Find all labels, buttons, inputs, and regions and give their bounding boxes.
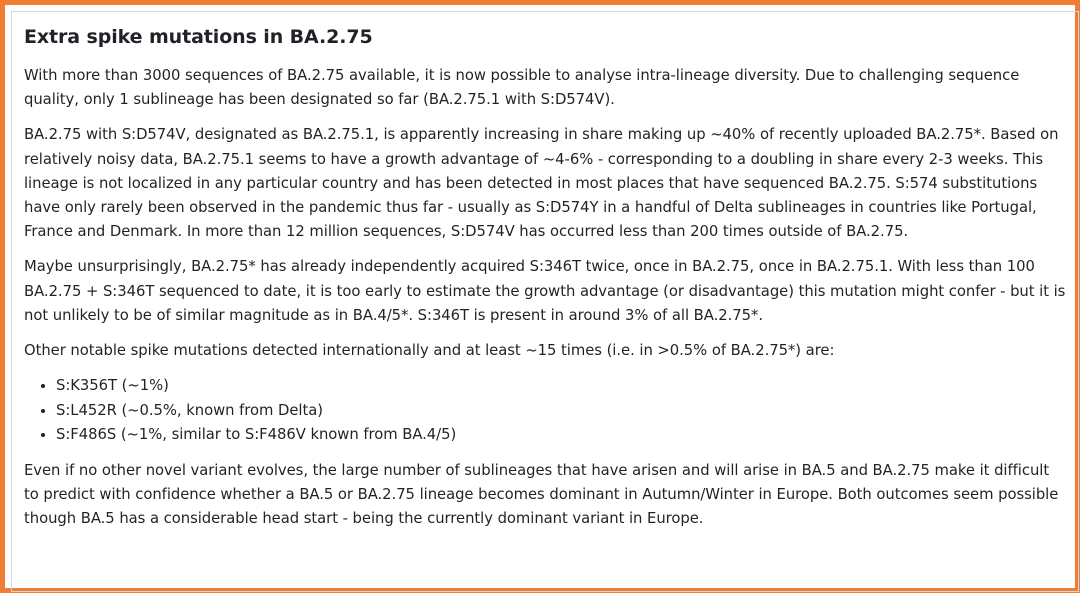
paragraph-intro: With more than 3000 sequences of BA.2.75 available, it is now possible to analyse intra-lineage diversity. Due to challenging sequence quality, only 1 sublineage has been designated so far (BA.2.75.1 with S:D574V).: [24, 67, 1020, 109]
paragraph-s346t: Maybe unsurprisingly, BA.2.75* has already independently acquired S:346T twice, once in BA.2.75, once in BA.2.75.1. With less than 100 BA.2.75 + S:346T sequenced to date, it is too early to estimate the growth advantage (or disadvantage) this mutation might confer - but it is not unlikely to be of similar magnitude as in BA.4/5*. S:346T is present in around 3% of all BA.2.75*.: [24, 258, 1066, 324]
paragraph-ba2751: BA.2.75 with S:D574V, designated as BA.2.75.1, is apparently increasing in share making up ~40% of recently uploaded BA.2.75*. Based on relatively noisy data, BA.2.75.1 seems to have a growth advantage of ~4-6% - corresponding to a doubling in share every 2-3 weeks. This lineage is not localized in any particular country and has been detected in most places that have sequenced BA.2.75. S:574 substitutions have only rarely been observed in the pandemic thus far - usually as S:D574Y in a handful of Delta sublineages in countries like Portugal, France and Denmark. In more than 12 million sequences, S:D574V has occurred less than 200 times outside of BA.2.75.: [24, 126, 1059, 241]
section-heading: Extra spike mutations in BA.2.75: [24, 26, 373, 48]
mutation-list: [24, 374, 1066, 448]
paragraph-other-mutations: Other notable spike mutations detected internationally and at least ~15 times (i.e. in >0.5% of BA.2.75*) are:: [24, 342, 835, 360]
list-item: • S:K356T (~1%): [56, 374, 1066, 399]
content-panel: [11, 11, 1079, 592]
list-item: • S:L452R (~0.5%, known from Delta): [56, 399, 1066, 424]
paragraph-closing: Even if no other novel variant evolves, the large number of sublineages that have arisen and will arise in BA.5 and BA.2.75 make it difficult to predict with confidence whether a BA.5 or BA.2.75 lineage becomes dominant in Autumn/Winter in Europe. Both outcomes seem possible though BA.5 has a considerable head start - being the currently dominant variant in Europe.: [24, 461, 1059, 528]
list-item: • S:F486S (~1%, similar to S:F486V known from BA.4/5): [56, 423, 1066, 448]
